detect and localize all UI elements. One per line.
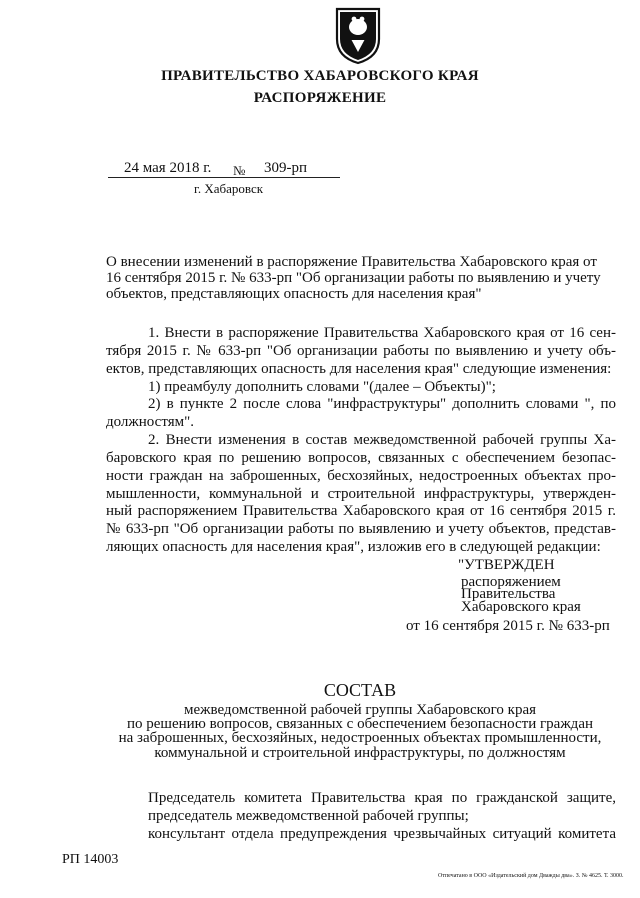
member-line: Председатель комитета Правительства края по гражданской защите, [148, 790, 616, 806]
printer-note: Отпечатано в ООО «Издательский дом Дважды два». З. № 4625. Т. 3000. [438, 873, 624, 879]
member-line: консультант отдела предупреждения чрезвычайных ситуаций комитета [148, 826, 616, 842]
body-line: тября 2015 г. № 633-рп "Об организации работы по выявлению и учету объ- [106, 343, 616, 359]
subject-line: О внесении изменений в распоряжение Правительства Хабаровского края от [106, 254, 597, 270]
approval-title: "УТВЕРЖДЕН [458, 557, 555, 573]
composition-line: на заброшенных, бесхозяйных, недостроенных объектах промышленности, [118, 730, 602, 746]
date-underline [108, 177, 340, 178]
composition-line: межведомственной рабочей группы Хабаровского края [183, 702, 537, 718]
number-label: № [233, 163, 246, 178]
body-line: 2) в пункте 2 после слова "инфраструктуры" дополнить словами ", по [148, 396, 616, 412]
subject-line: объектов, представляющих опасность для населения края" [106, 286, 482, 302]
subject-line: 16 сентября 2015 г. № 633-рп "Об организации работы по выявлению и учету [106, 270, 601, 286]
coat-of-arms-emblem [333, 5, 383, 65]
approval-line: распоряжением [461, 574, 561, 590]
composition-title: СОСТАВ [323, 680, 397, 700]
document-type: РАСПОРЯЖЕНИЕ [253, 90, 387, 106]
body-line: 1) преамбулу дополнить словами "(далее – Объекты)"; [148, 379, 496, 395]
body-line: 1. Внести в распоряжение Правительства Хабаровского края от 16 сен- [148, 325, 616, 341]
footer-code: РП 14003 [62, 852, 119, 867]
body-line: ности граждан на заброшенных, бесхозяйных, недостроенных объектах про- [106, 468, 616, 484]
composition-line: по решению вопросов, связанных с обеспечением безопасности граждан [126, 716, 594, 732]
body-line: баровского края по решению вопросов, связанных с обеспечением безопас- [106, 450, 616, 466]
government-title: ПРАВИТЕЛЬСТВО ХАБАРОВСКОГО КРАЯ [161, 68, 479, 84]
body-line: ляющих опасность для населения края", изложив его в следующей редакции: [106, 539, 601, 555]
body-line: ектов, представляющих опасность для населения края" следующие изменения: [106, 361, 612, 377]
document-number: 309-рп [264, 160, 308, 176]
body-line: должностям". [106, 414, 194, 430]
member-line: председатель межведомственной рабочей группы; [148, 808, 469, 824]
composition-line: коммунальной и строительной инфраструктуры, по должностям [154, 745, 566, 761]
approval-line: Правительства [461, 586, 556, 602]
approval-line: Хабаровского края [461, 599, 581, 615]
body-line: 2. Внести изменения в состав межведомственной рабочей группы Ха- [148, 432, 616, 448]
document-date: 24 мая 2018 г. [124, 160, 212, 176]
city: г. Хабаровск [194, 181, 264, 196]
body-line: № 633-рп "Об организации работы по выявлению и учету объектов, представ- [106, 521, 616, 537]
body-line: ный распоряжением Правительства Хабаровского края от 16 сентября 2015 г. [106, 503, 616, 519]
body-line: мышленности, коммунальной и строительной инфраструктуры, утвержден- [106, 486, 616, 502]
approval-line: от 16 сентября 2015 г. № 633-рп [406, 618, 610, 634]
